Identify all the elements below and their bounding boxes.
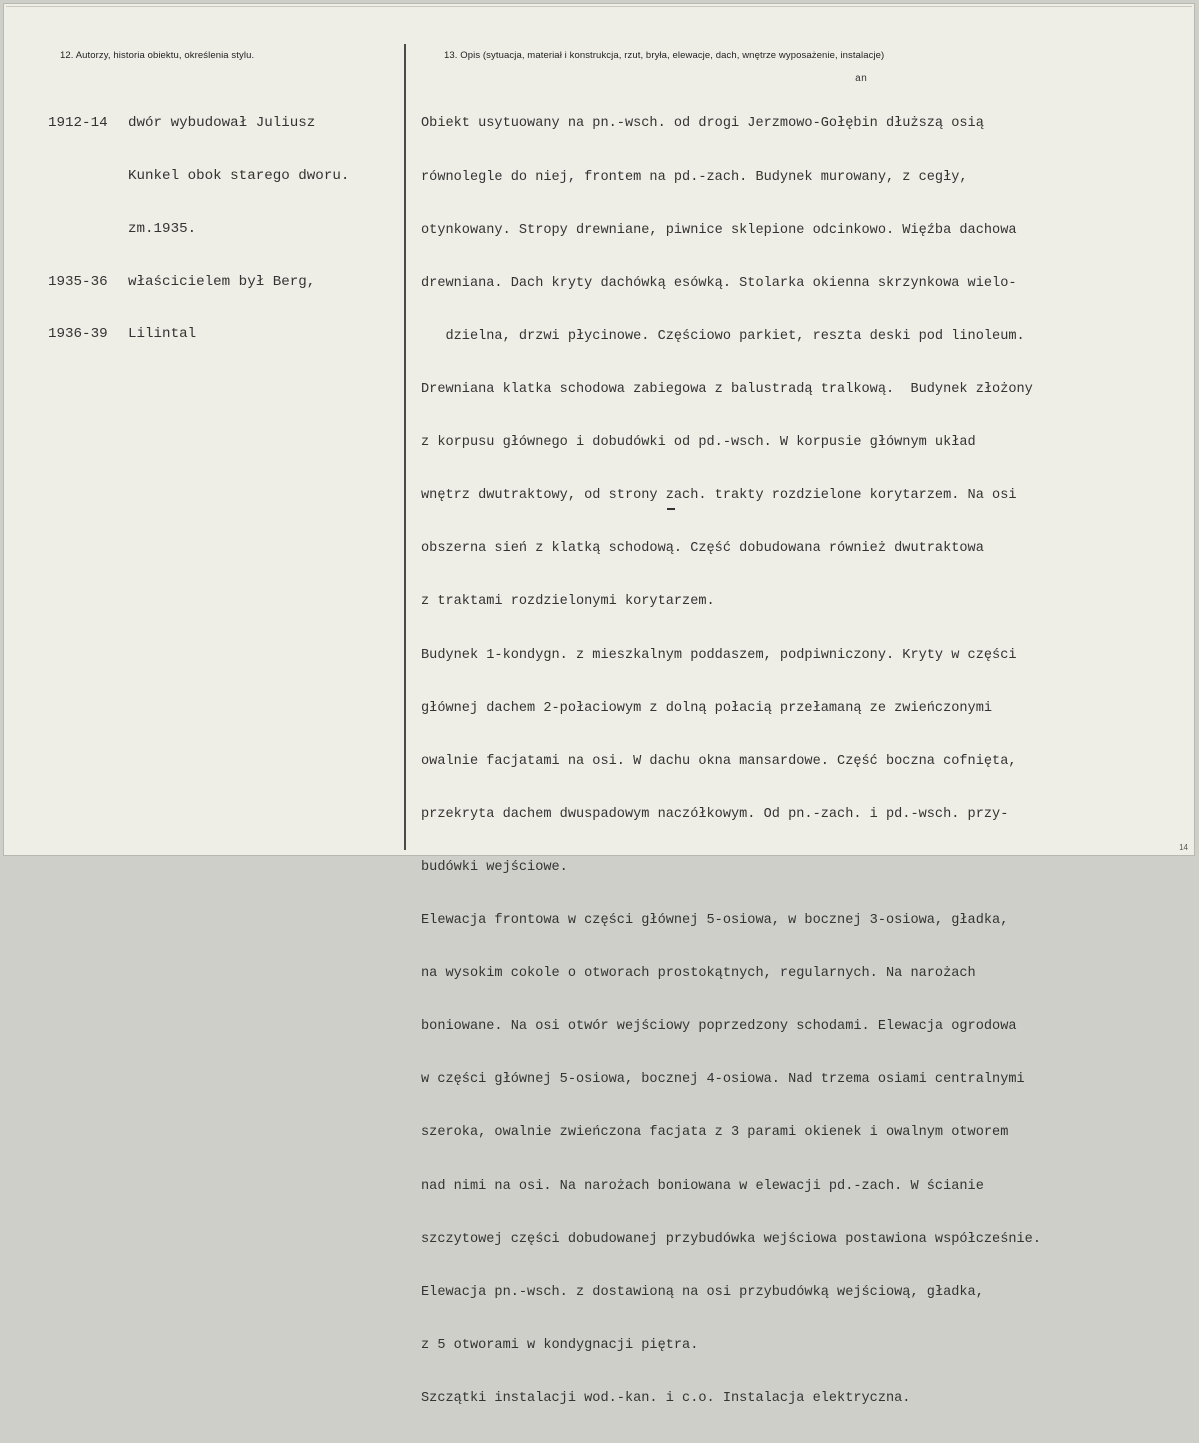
history-text: dwór wybudował Juliusz [128, 115, 316, 132]
column-divider [404, 44, 406, 850]
description-line: nad nimi na osi. Na narożach boniowana w elewacji pd.-zach. W ścianie [421, 1178, 984, 1194]
top-rule [6, 6, 1192, 7]
description-line: Obiekt usytuowany na pn.-wsch. od drogi Jerzmowo-Gołębin dłuższą osią [421, 116, 984, 132]
description-line: Elewacja frontowa w części głównej 5-osiowa, w bocznej 3-osiowa, gładka, [421, 913, 1009, 929]
section-13-header: 13. Opis (sytuacja, materiał i konstrukcja, rzut, bryła, elewacje, dach, wnętrze wyposażenie, instalacje) [444, 50, 885, 61]
description-line: otynkowany. Stropy drewniane, piwnice sklepione odcinkowo. Więźba dachowa [421, 222, 1017, 238]
description-line: głównej dachem 2-połaciowym z dolną połacią przełamaną ze zwieńczonymi [421, 700, 993, 716]
description-line: szczytowej części dobudowanej przybudówka wejściowa postawiona współcześnie. [421, 1231, 1041, 1247]
description-line: w części głównej 5-osiowa, bocznej 4-osiowa. Nad trzema osiami centralnymi [421, 1072, 1025, 1088]
description-line: wnętrz dwutraktowy, od strony zach. trakty rozdzielone korytarzem. Na osi [421, 488, 1017, 504]
description-line: równolegle do niej, frontem na pd.-zach. Budynek murowany, z cegły, [421, 169, 968, 185]
description-line: z traktami rozdzielonymi korytarzem. [421, 594, 715, 610]
corner-mark: 14 [1179, 843, 1188, 852]
description-line: z korpusu głównego i dobudówki od pd.-wsch. W korpusie głównym układ [421, 435, 976, 451]
end-dash [667, 508, 675, 510]
description-line: drewniana. Dach kryty dachówką esówką. Stolarka okienna skrzynkowa wielo- [421, 275, 1017, 291]
history-text: zm.1935. [128, 220, 197, 237]
history-year [48, 221, 128, 239]
handwritten-insert-mark: an [855, 74, 868, 85]
history-text: Lilintal [128, 326, 197, 343]
history-row [48, 326, 349, 344]
history-year: 1935-36 [48, 273, 108, 290]
description-line: przekryta dachem dwuspadowym naczółkowym. Od pn.-zach. i pd.-wsch. przy- [421, 806, 1009, 822]
description-line: Budynek 1-kondygn. z mieszkalnym poddaszem, podpiwniczony. Kryty w części [421, 647, 1017, 663]
description-line: obszerna sień z klatką schodową. Część dobudowana również dwutraktowa [421, 541, 984, 557]
description-line: z 5 otworami w kondygnacji piętra. [421, 1337, 699, 1353]
history-row [48, 115, 349, 133]
history-row [48, 168, 349, 186]
history-year: 1936-39 [48, 326, 108, 343]
record-card [3, 3, 1195, 1407]
description-column [421, 80, 1041, 1443]
description-line: dzielna, drzwi płycinowe. Częściowo parkiet, reszta deski pod linoleum. [421, 328, 1025, 344]
description-line: Elewacja pn.-wsch. z dostawioną na osi przybudówką wejściową, gładka, [421, 1284, 984, 1300]
history-row [48, 221, 349, 239]
description-line: Szczątki instalacji wod.-kan. i c.o. Instalacja elektryczna. [421, 1391, 911, 1407]
history-year [48, 168, 128, 186]
description-line: Drewniana klatka schodowa zabiegowa z balustradą tralkową. Budynek złożony [421, 381, 1033, 397]
section-12-header: 12. Autorzy, historia obiektu, określenia stylu. [60, 50, 255, 61]
history-text: właścicielem był Berg, [128, 273, 316, 290]
description-line: owalnie facjatami na osi. W dachu okna mansardowe. Część boczna cofnięta, [421, 753, 1017, 769]
history-year: 1912-14 [48, 115, 108, 132]
history-row [48, 274, 349, 292]
description-line: budówki wejściowe. [421, 859, 568, 875]
history-column [48, 80, 349, 379]
description-line: na wysokim cokole o otworach prostokątnych, regularnych. Na narożach [421, 966, 976, 982]
description-line: boniowane. Na osi otwór wejściowy poprzedzony schodami. Elewacja ogrodowa [421, 1019, 1017, 1035]
description-line: szeroka, owalnie zwieńczona facjata z 3 parami okienek i owalnym otworem [421, 1125, 1009, 1141]
history-text: Kunkel obok starego dworu. [128, 167, 350, 184]
